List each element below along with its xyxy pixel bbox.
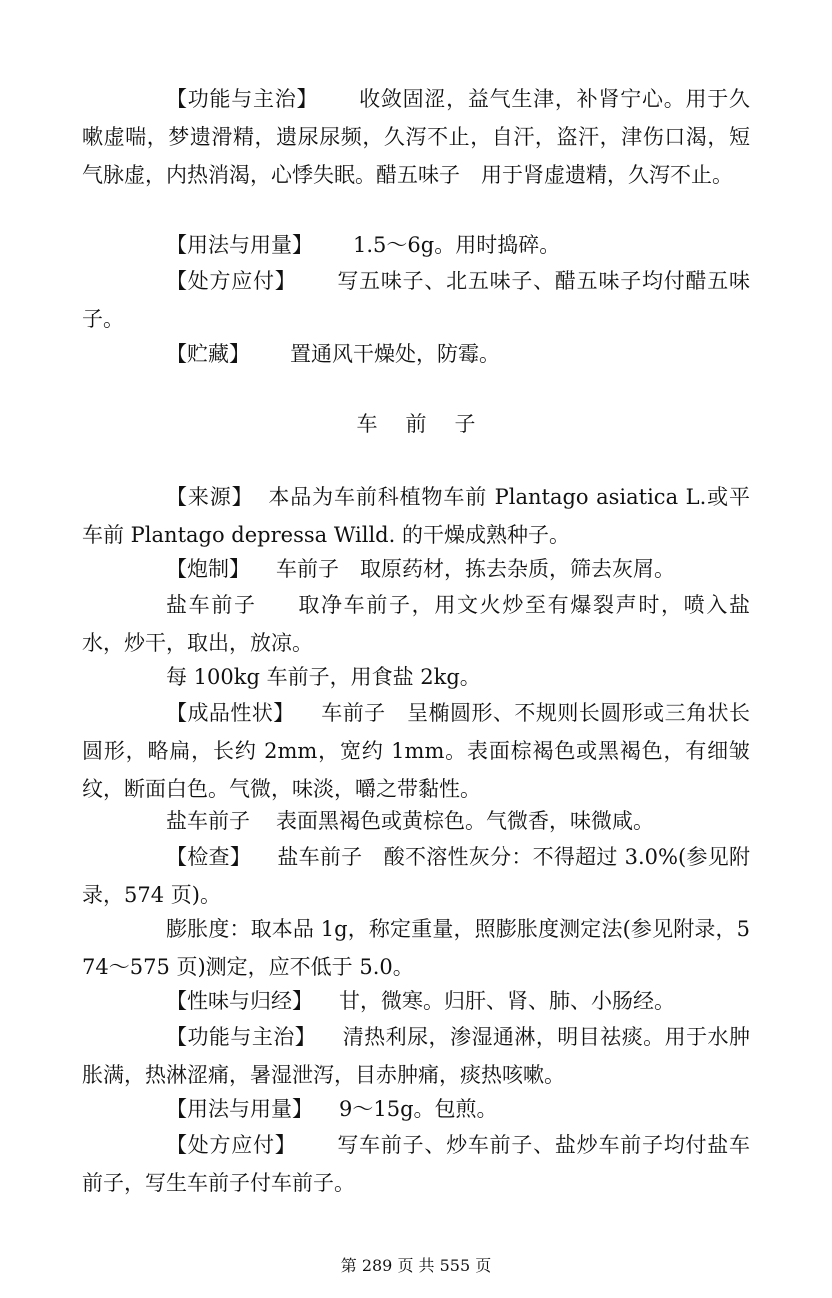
paragraph-usage-dosage-2 <box>82 1090 750 1128</box>
paragraph-salt-ratio <box>82 658 750 696</box>
paragraph-text: 置通风干燥处，防霉。 <box>290 342 500 366</box>
sub-heading: 盐车前子 <box>166 593 257 617</box>
section-heading: 【炮制】 <box>166 557 250 581</box>
paragraph-nature-meridian <box>82 982 750 1020</box>
section-heading: 【处方应付】 <box>166 1133 297 1157</box>
paragraph-text: 表面黑褐色或黄棕色。气微香，味微咸。 <box>276 809 654 833</box>
paragraph-processing <box>82 550 750 588</box>
section-heading: 【贮藏】 <box>166 342 250 366</box>
paragraph-prescription-2 <box>82 1126 750 1202</box>
paragraph-prescription-1 <box>82 262 750 338</box>
paragraph-text: 清热利尿，渗湿通淋，明目祛痰。用于水肿胀满，热淋涩痛，暑湿泄泻，目赤肿痛，痰热咳嗽。 <box>82 1025 751 1087</box>
paragraph-text: 甘，微寒。归肝、肾、肺、小肠经。 <box>339 989 675 1013</box>
paragraph-text: 车前子 呈椭圆形、不规则长圆形或三角状长圆形，略扁，长约 2mm，宽约 1mm。表面棕褐色或黑褐色，有细皱纹，断面白色。气微，味淡，嚼之带黏性。 <box>82 701 751 801</box>
section-heading: 【处方应付】 <box>166 269 297 293</box>
paragraph-inspection <box>82 838 750 914</box>
title-char: 前 <box>405 412 427 436</box>
paragraph-text: 写五味子、北五味子、醋五味子均付醋五味子。 <box>82 269 751 331</box>
paragraph-salt-processing <box>82 586 750 662</box>
paragraph-text: 写车前子、炒车前子、盐炒车前子均付盐车前子，写生车前子付车前子。 <box>82 1133 751 1195</box>
paragraph-text: 车前子 取原药材，拣去杂质，筛去灰屑。 <box>276 557 675 581</box>
paragraph-function-indication-1 <box>82 80 750 194</box>
section-heading: 【检查】 <box>166 845 252 869</box>
paragraph-function-indication-2 <box>82 1018 750 1094</box>
paragraph-appearance <box>82 694 750 808</box>
section-heading: 【功能与主治】 <box>166 87 319 111</box>
section-heading: 【用法与用量】 <box>166 233 313 257</box>
paragraph-swelling <box>82 910 750 986</box>
section-heading: 【来源】 <box>166 485 254 509</box>
title-char: 子 <box>454 412 476 436</box>
paragraph-text: 每 100kg 车前子，用食盐 2kg。 <box>166 665 481 689</box>
title-char: 车 <box>356 412 378 436</box>
paragraph-salt-appearance <box>82 802 750 840</box>
paragraph-usage-dosage-1 <box>82 226 750 264</box>
monograph-title <box>0 405 832 443</box>
page-footer: 第 289 页 共 555 页 <box>340 1256 492 1275</box>
paragraph-text: 膨胀度：取本品 1g，称定重量，照膨胀度测定法(参见附录，574～575 页)测定，应不低于 5.0。 <box>82 917 750 979</box>
section-heading: 【成品性状】 <box>166 701 295 725</box>
section-heading: 【性味与归经】 <box>166 989 313 1013</box>
paragraph-text: 收敛固涩，益气生津，补肾宁心。用于久嗽虚喘，梦遗滑精，遗尿尿频，久泻不止，自汗，盗汗，津伤口渴，短气脉虚，内热消渴，心悸失眠。醋五味子 用于肾虚遗精，久泻不止。 <box>82 87 751 187</box>
paragraph-text: 本品为车前科植物车前 Plantago asiatica L.或平车前 Plantago depressa Willd. 的干燥成熟种子。 <box>82 485 751 547</box>
paragraph-text: 9～15g。包煎。 <box>339 1097 498 1121</box>
paragraph-text: 取净车前子，用文火炒至有爆裂声时，喷入盐水，炒干，取出，放凉。 <box>82 593 751 655</box>
section-heading: 【用法与用量】 <box>166 1097 313 1121</box>
paragraph-storage <box>82 335 750 373</box>
paragraph-source <box>82 478 750 554</box>
paragraph-text: 盐车前子 酸不溶性灰分：不得超过 3.0%(参见附录，574 页)。 <box>82 845 751 907</box>
sub-heading: 盐车前子 <box>166 809 250 833</box>
section-heading: 【功能与主治】 <box>166 1025 317 1049</box>
paragraph-text: 1.5～6g。用时捣碎。 <box>353 233 561 257</box>
